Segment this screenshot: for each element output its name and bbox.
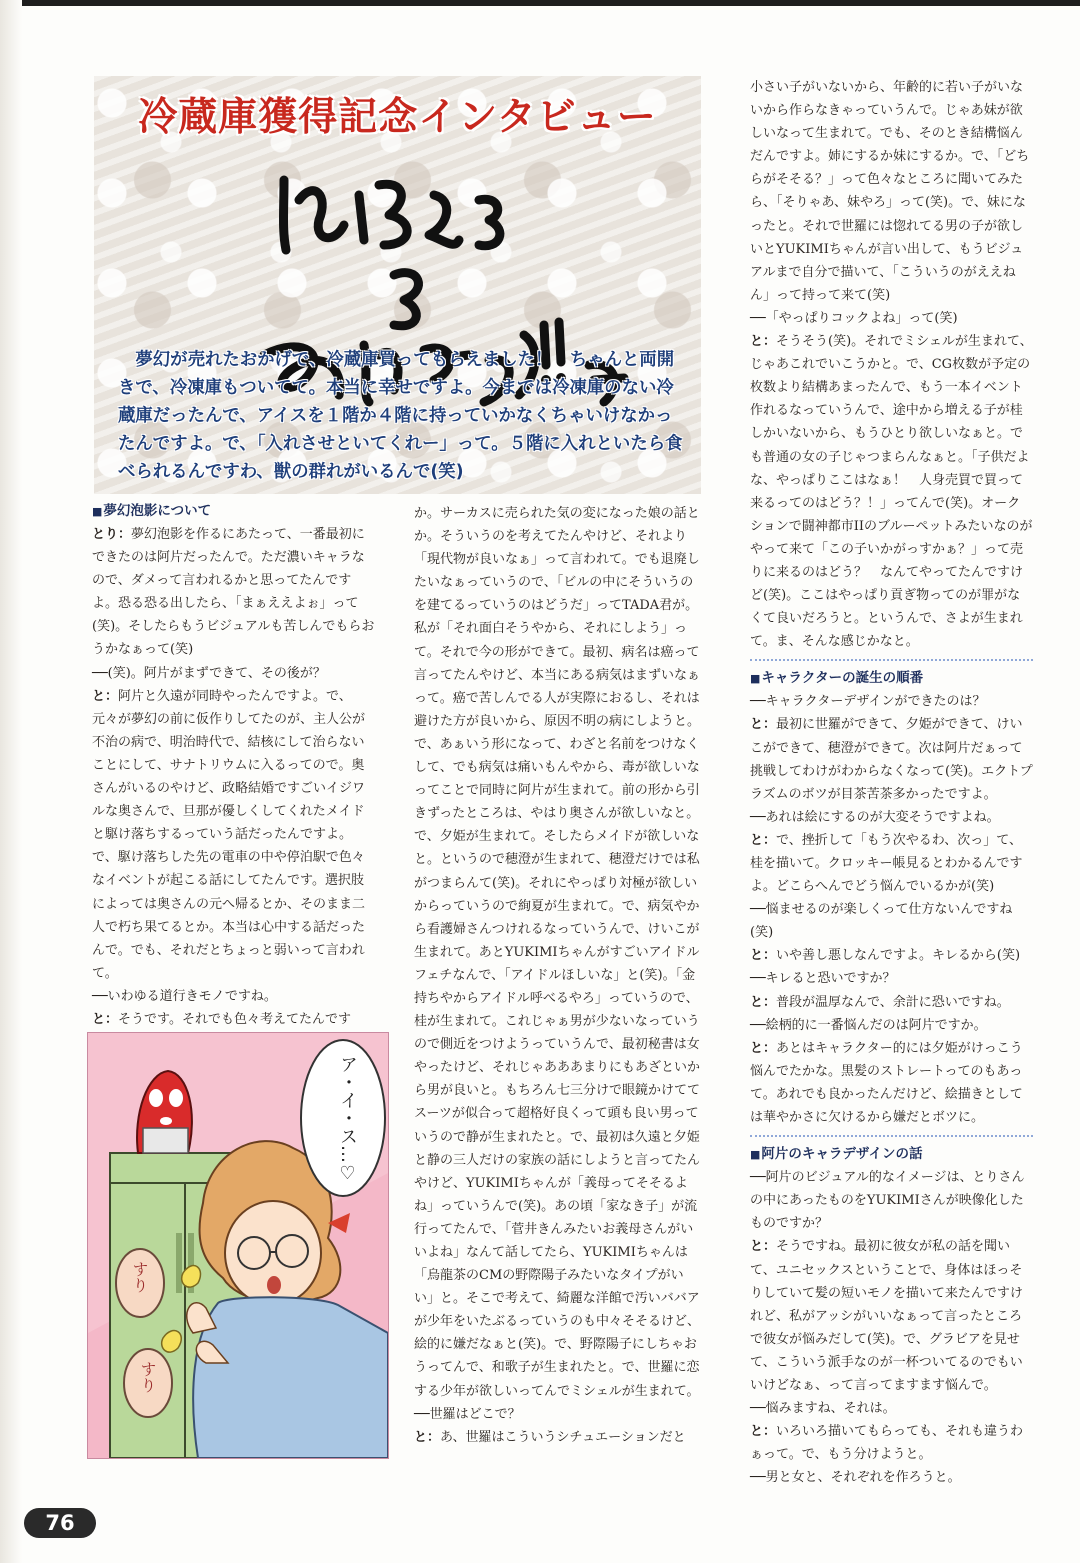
interview-paragraph: ──いわゆる道行きモノですね。 — [92, 988, 277, 1004]
page-number: 76 — [24, 1508, 96, 1538]
speech-bubble-text: ア・イ・ス…♡ — [337, 1055, 358, 1184]
magnet-text-1: すり — [130, 1261, 149, 1293]
interview-paragraph: ──キレると恐いですか？ — [750, 971, 896, 987]
column-1 — [92, 500, 375, 1077]
interview-paragraph: 小さい子がいないから、年齢的に若い子がいないから作らなきゃっていうんで。じゃあ妹が欲しいなって生まれて。でも、そのとき結構悩んだんですよ。姉にするか妹にするか。で、「どちらがそそる？」って色々なところに聞いてみたら、「そりゃあ、妹やろ」って(笑)。で、妹になったと。それで世羅には惚れてる男の子が欲しいとYUKIMIちゃんが言い出して、もうビジュアルまで自分で描いて、「こういうのがええねん」って持って来て(笑) — [750, 80, 1030, 303]
interview-paragraph: と：あ、世羅はこういうシチュエーションだと — [414, 1429, 686, 1445]
interview-paragraph: と：いろいろ描いてもらっても、それも違うわぁって。で、もう分けようと。 — [750, 1424, 1024, 1463]
section-divider — [750, 1135, 1033, 1137]
page-edge-left — [0, 0, 22, 1563]
speaker-label: と： — [750, 1239, 777, 1255]
speaker-label: と： — [750, 1040, 777, 1056]
interview-paragraph: ──キャラクターデザインができたのは？ — [750, 694, 986, 710]
interview-paragraph: と：そうそう(笑)。それでミシェルが生まれて、じゃあこれでいこうかと。で、CG枚数が予定の枚数より結構あまったんで、もう一本イベント作れるなっていうんで、途中から増える子が桂しかいないから、もうひとり欲しいなぁと。でも普通の女の子じゃつまらんなぁと。「子供だよな、やっぱりここはなぁ！ 人身売買で買って来るってのはどう？！」ってんで(笑)。オークションで闘神都市IIのブルーペットみたいなのがやって来て「この子いかがっすかぁ？」って売りに来るのはどう？ なんてやってたんですけど(笑)。ここはやっぱり貢ぎ物ってのが罪がなくて良いだろうと。というんで、さよが生まれて。ま、そんな感じかなと。 — [750, 334, 1033, 650]
interview-paragraph: ──阿片のビジュアル的なイメージは、とりさんの中にあったものをYUKIMIさんが映像化したものですか？ — [750, 1170, 1025, 1232]
interview-paragraph: ──絵柄的に一番悩んだのは阿片ですか。 — [750, 1017, 987, 1033]
speaker-label: と： — [750, 994, 777, 1010]
interview-paragraph: ──男と女と、それぞれを作ろうと。 — [750, 1470, 961, 1486]
column-3 — [750, 76, 1033, 1489]
interview-paragraph: と：あとはキャラクター的には夕姫がけっこう悩んでたかな。黒髪のストレートってのもあって。あれでも良かったんだけど、絵描きとしては華やかさに欠けるから嫌だとボツに。 — [750, 1040, 1023, 1126]
interview-paragraph: と：いや善し悪しなんですよ。キレるから(笑) — [750, 948, 1021, 964]
magnet-text-2: すり — [138, 1361, 157, 1393]
intro-paragraph: 夢幻が売れたおかげで、冷蔵庫買ってもらえました！ ちゃんと両開きで、冷凍庫もついてて。本当に幸せですよ。今までは冷凍庫のない冷蔵庫だったんで、アイスを１階か４階に持っていかなくちゃいけなかったんですよ。で、「入れさせといてくれー」って。５階に入れといたら食べられるんですわ、獣の群れがいるんで(笑) — [118, 350, 683, 482]
column-2 — [414, 502, 702, 1449]
fridge-illustration — [87, 1032, 389, 1459]
interview-paragraph: ──悩みますね、それは。 — [750, 1401, 896, 1417]
interview-paragraph: と：そうですね。最初に彼女が私の話を聞いて、ユニセックスということで、身体はほっそりしていて髪の短いモノを描いて来たんですけれど、私がアッシがいいなぁって言ったところで彼女が悩みだして(笑)。で、グラビアを見せて、こういう派手なのが一杯ついてるのでもいいけどなぁ、って言ってますます悩んで。 — [750, 1239, 1023, 1393]
interview-paragraph: ──世羅はどこで？ — [414, 1406, 521, 1422]
speaker-label: と： — [750, 832, 777, 848]
speaker-label: とり： — [92, 527, 132, 542]
interview-paragraph: と：最初に世羅ができて、夕姫ができて、けいこができて、穂澄ができて。次は阿片だぁって挑戦してわけがわからなくなって(笑)。エクトプラズムのボツが目茶苦茶多かったですよ。 — [750, 717, 1033, 802]
interview-paragraph: と：阿片と久遠が同時やったんですよ。で、元々が夢幻の前に仮作りしてたのが、主人公が不治の病で、明治時代で、結核にして治らないことにして、サナトリウムに入るってので。奥さんがいるのやけど、政略結婚ですごいイジワルな奥さんで、旦那が優しくしてくれたメイドと駆け落ちするっていう話だったんですよ。で、駆け落ちした先の電車の中や停泊駅で色々なイベントが起こる話にしてたんです。選択肢によっては奥さんの元へ帰るとか、そのまま二人で朽ち果てるとか。本当は心中する話だったんで。でも、それだとちょっと弱いって言われて。 — [92, 688, 366, 981]
header-title: 冷蔵庫獲得記念インタビュー — [138, 95, 657, 140]
section-heading-ahen-design: ■ 阿片のキャラデザインの話 — [750, 1143, 1033, 1166]
interview-paragraph: ──「やっぱりコックよね」って(笑) — [750, 310, 958, 326]
interview-paragraph: と：普段が温厚なんで、余計に恐いですね。 — [750, 994, 1010, 1010]
speaker-label: と： — [92, 688, 119, 704]
interview-paragraph: とり：夢幻泡影を作るにあたって、一番最初にできたのは阿片だったんで。ただ濃いキャラなので、ダメって言われるかと思ってたんですよ。恐る恐る出したら、「まぁええよぉ」って(笑)。そしたらもうビジュアルも苦しんでもらおうかなぁって(笑) — [92, 527, 375, 658]
section-heading-character-order: ■ キャラクターの誕生の順番 — [750, 667, 1033, 690]
interview-paragraph: ──(笑)。阿片がまずできて、その後が？ — [92, 665, 326, 681]
speaker-label: と： — [750, 1424, 777, 1440]
interview-paragraph: ──あれは絵にするのが大変そうですよね。 — [750, 809, 1000, 825]
interview-paragraph: と：そうです。それでも色々考えてたんです — [92, 1011, 351, 1027]
interview-paragraph: ──悩ませるのが楽しくって仕方ないんですね(笑) — [750, 902, 1013, 941]
speaker-label: と： — [750, 717, 777, 733]
speaker-label: と： — [750, 948, 777, 964]
speaker-label: と： — [750, 334, 777, 350]
interview-paragraph: と：で、挫折して「もう次やるわ、次っ」て、桂を描いて。クロッキー帳見るとわかるんですよ。どこらへんでどう悩んでいるかが(笑) — [750, 832, 1023, 895]
speaker-label: と： — [414, 1429, 441, 1445]
page-edge-top — [0, 0, 1080, 6]
section-heading-mugen: ■ 夢幻泡影について — [92, 500, 375, 523]
header-panel — [94, 76, 701, 494]
interview-paragraph: か。サーカスに売られた気の変になった娘の話とか。そういうのを考えてたんやけど、それより「現代物が良いなぁ」って言われて。でも退廃したいなぁっていうので、「ビルの中にそういうのを建てるっていうのはどうだ」ってTADA君が。私が「それ面白そうやから、それにしよう」って。それで今の形ができて。最初、病名は癌って言ってたんやけど、本当にある病気はまずいなぁって。癌で苦しんでる人が実際におるし、それは避けた方が良いから、原因不明の病にしようと。で、あぁいう形になって、わざと名前をつけなくして、でも病気は痛いもんやから、毒が欲しいなってことで同時に阿片が生まれて。前の形から引きずったところは、やはり奥さんが欲しいなと。で、夕姫が生まれて。そしたらメイドが欲しいなと。というので穂澄が生まれて、穂澄だけでは私がつまらんて(笑)。それにやっぱり対極が欲しいからっていうので絢夏が生まれて。で、病気やから看護婦さんつけれるなっていうんで、けいこが生まれて。あとYUKIMIちゃんがすごいアイドルフェチなんで、「アイドルほしいな」と(笑)。「金持ちやからアイドル呼べるやろ」っていうので、桂が生まれて。これじゃぁ男が少ないなっていうので側近をつけようっていうんで、最初秘書は女やったけど、それじゃあああまりにもあざといから男が良いと。もちろん七三分けで眼鏡かけててスーツが似合って超格好良くって頭も良い男っていうので静が生まれたと。で、最初は久遠と夕姫と静の三人だけの家族の話にしようと言ってたんやけど、YUKIMIちゃんが「義母ってそそるよね」っていうんで(笑)。あの頃「家なき子」が流行ってたんで、「菅井きんみたいお義母さんがいいよね」なんて話してたら、YUKIMIちゃんは「烏龍茶のCMの野際陽子みたいなタイプがいい」と。そこで考えて、綺麗な洋館で汚いババアが少年をいたぶるっていうのも中々そそるけど、絵的に嫌だなぁと(笑)。で、野際陽子にしちゃおうってんで、和歌子が生まれたと。で、世羅に恋する少年が欲しいってんでミシェルが生まれて。 — [414, 506, 701, 1399]
speaker-label: と： — [92, 1011, 119, 1027]
section-divider — [750, 659, 1033, 661]
